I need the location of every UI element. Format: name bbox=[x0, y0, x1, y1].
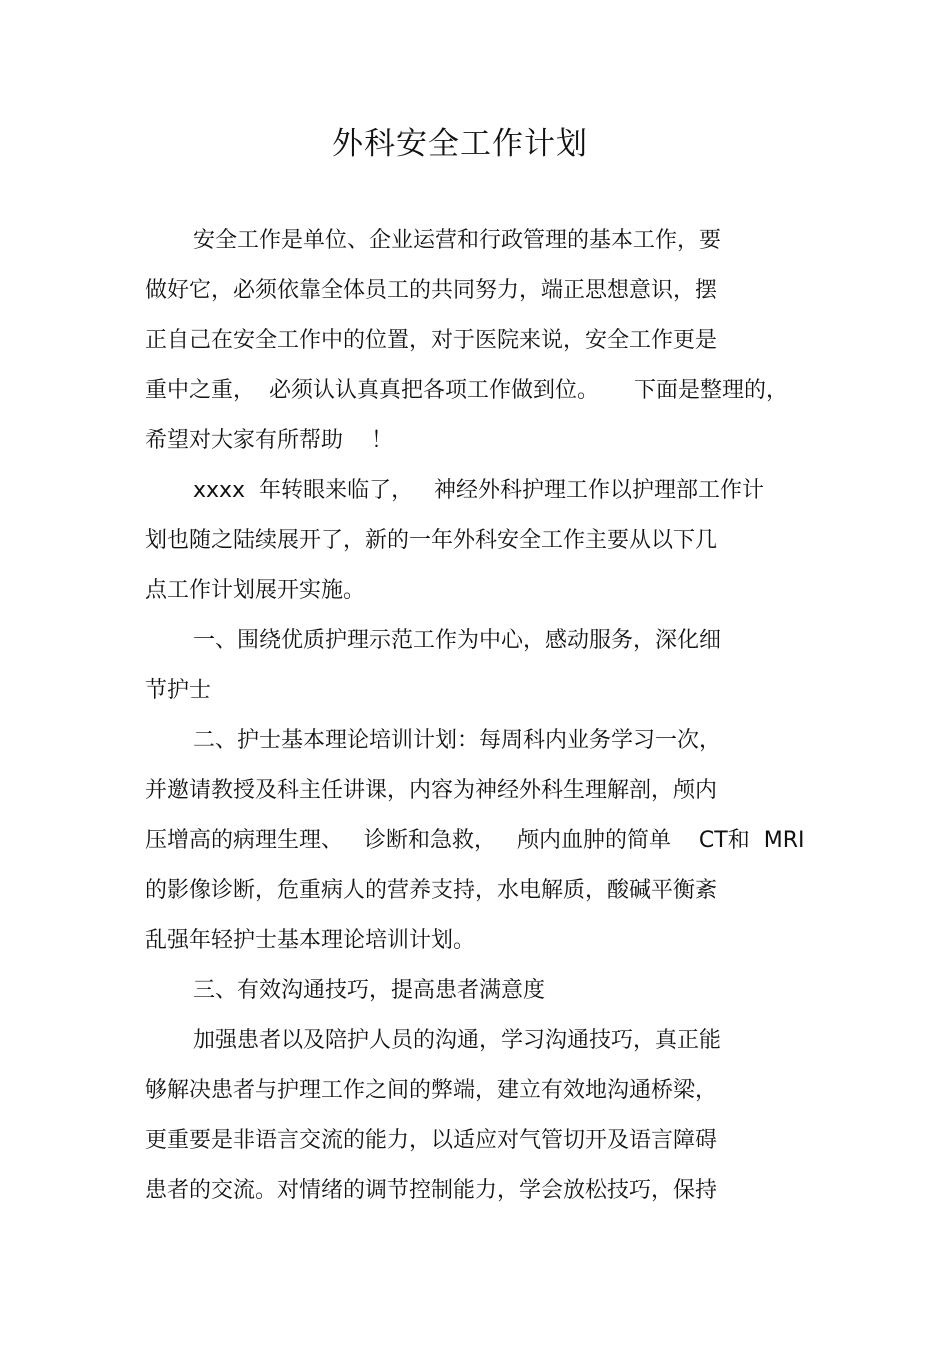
section-two-line-1: 二、护士基本理论培训计划：每周科内业务学习一次， bbox=[193, 728, 722, 753]
section-two-line-3: 压增高的病理生理、 诊断和急救， 颅内血肿的简单 CT和 MRI bbox=[145, 828, 805, 853]
section-two-line-5: 乱强年轻护士基本理论培训计划。 bbox=[145, 928, 476, 953]
section-three-line-4: 患者的交流。对情绪的调节控制能力，学会放松技巧，保持 bbox=[145, 1178, 718, 1203]
section-heading-three: 三、有效沟通技巧，提高患者满意度 bbox=[193, 978, 546, 1003]
section-three-line-3: 更重要是非语言交流的能力，以适应对气管切开及语言障碍 bbox=[145, 1128, 718, 1153]
section-three-line-2: 够解决患者与护理工作之间的弊端，建立有效地沟通桥梁， bbox=[145, 1078, 718, 1103]
paragraph-line-intro-2: 做好它，必须依靠全体员工的共同努力，端正思想意识，摆 bbox=[145, 278, 718, 303]
paragraph-line-plan-2: 划也随之陆续展开了，新的一年外科安全工作主要从以下几 bbox=[145, 528, 718, 553]
section-three-line-1: 加强患者以及陪护人员的沟通，学习沟通技巧，真正能 bbox=[193, 1028, 722, 1053]
paragraph-line-intro-3: 正自己在安全工作中的位置，对于医院来说，安全工作更是 bbox=[145, 328, 718, 353]
section-heading-one-cont: 节护士 bbox=[145, 678, 212, 703]
document-title: 外科安全工作计划 bbox=[332, 126, 588, 162]
paragraph-line-plan-3: 点工作计划展开实施。 bbox=[145, 578, 366, 603]
paragraph-line-intro-1: 安全工作是单位、企业运营和行政管理的基本工作，要 bbox=[193, 228, 722, 253]
paragraph-line-plan-1: xxxx 年转眼来临了， 神经外科护理工作以护理部工作计 bbox=[193, 478, 765, 503]
paragraph-line-intro-4: 重中之重， 必须认认真真把各项工作做到位。 下面是整理的， bbox=[145, 378, 788, 403]
section-two-line-2: 并邀请教授及科主任讲课，内容为神经外科生理解剖，颅内 bbox=[145, 778, 718, 803]
paragraph-line-intro-5: 希望对大家有所帮助 ！ bbox=[145, 428, 393, 453]
section-heading-one: 一、围绕优质护理示范工作为中心，感动服务，深化细 bbox=[193, 628, 722, 653]
section-two-line-4: 的影像诊断，危重病人的营养支持，水电解质，酸碱平衡紊 bbox=[145, 878, 718, 903]
